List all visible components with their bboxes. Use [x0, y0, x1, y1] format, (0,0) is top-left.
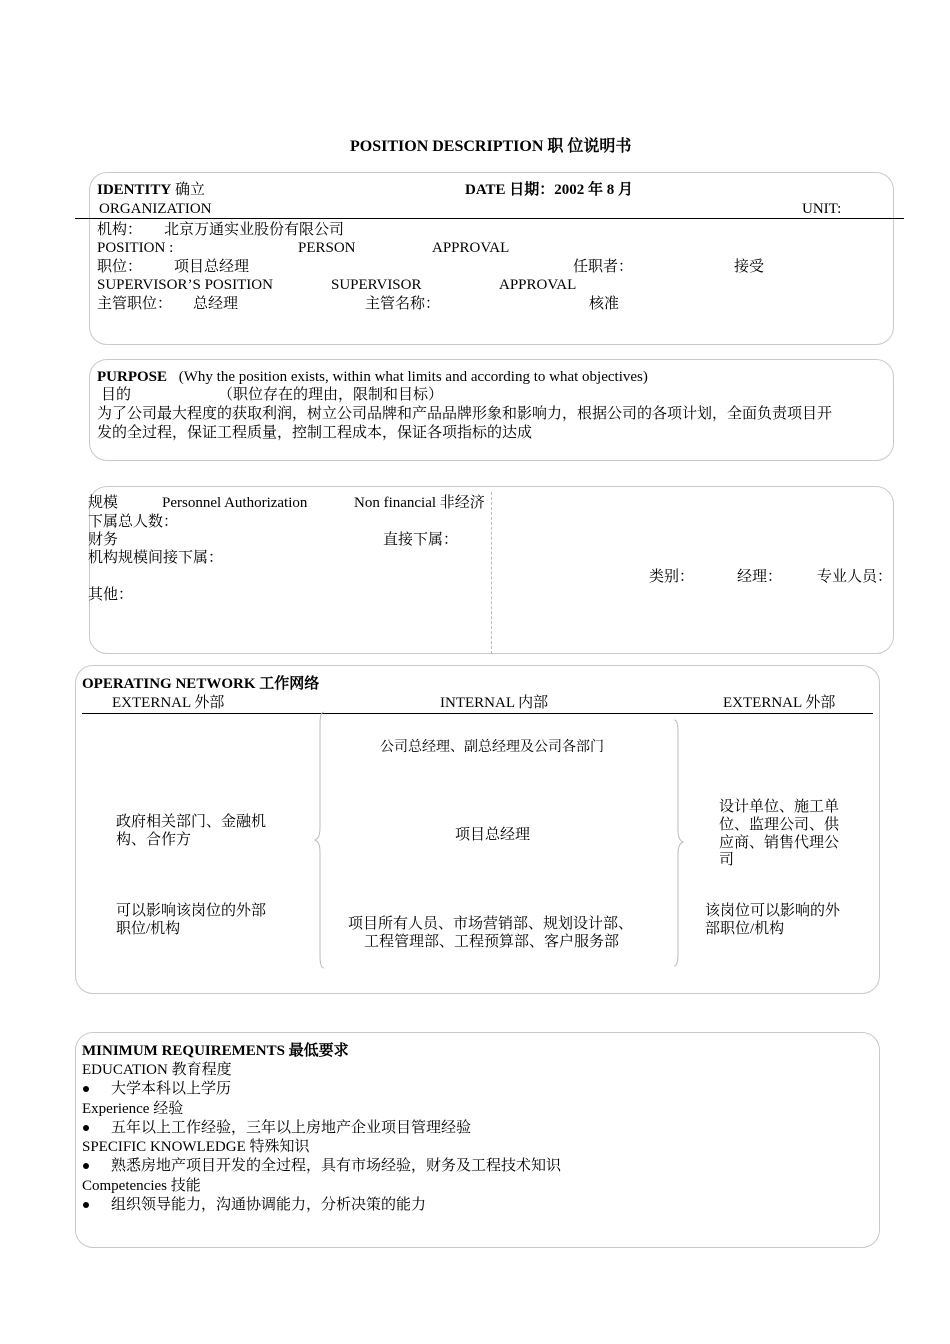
- manager-label: 经理：: [737, 569, 783, 585]
- other-label: 其他：: [88, 587, 134, 603]
- professional-label: 专业人员：: [817, 569, 893, 585]
- network-heading: OPERATING NETWORK 工作网络: [82, 676, 320, 692]
- competencies-label: Competencies 技能: [82, 1178, 201, 1194]
- supervisor-position-label: SUPERVISOR’S POSITION: [97, 277, 273, 293]
- scale-label: 规模: [88, 495, 119, 511]
- right-brace: [670, 718, 686, 968]
- purpose-subtitle: (Why the position exists, within what limits and according to what objectives): [178, 369, 648, 385]
- internal-middle: 项目总经理: [455, 827, 531, 843]
- identity-heading-cn: 确立: [174, 182, 205, 198]
- supervisor-name-label: 主管名称：: [365, 296, 441, 312]
- right-entities-4: 司: [719, 852, 735, 868]
- experience-item: 五年以上工作经验，三年以上房地产企业项目管理经验: [111, 1120, 472, 1136]
- incumbent-label: 任职者：: [573, 259, 634, 275]
- indirect-subordinates-label: 机构规模间接下属：: [88, 550, 224, 566]
- supervisor-label: SUPERVISOR: [331, 277, 422, 293]
- accept-label: 接受: [734, 259, 765, 275]
- supervisor-position-value: 总经理: [193, 296, 239, 312]
- personnel-label: Personnel Authorization: [162, 495, 308, 511]
- external-right-label: EXTERNAL 外部: [723, 695, 836, 711]
- org-cn-label: 机构：: [97, 222, 143, 238]
- bullet-knowledge: [83, 1163, 89, 1169]
- category-label: 类别：: [649, 569, 695, 585]
- identity-heading: IDENTITY: [97, 182, 172, 198]
- right-entities-2: 位、监理公司、供: [719, 817, 840, 833]
- network-divider: [82, 713, 873, 714]
- education-item: 大学本科以上学历: [111, 1081, 232, 1097]
- scale-divider: [491, 492, 492, 654]
- purpose-heading: PURPOSE: [97, 369, 168, 385]
- identity-divider: [75, 218, 904, 219]
- right-entities-3: 应商、销售代理公: [719, 835, 840, 851]
- person-label: PERSON: [298, 240, 356, 256]
- right-influence-1: 该岗位可以影响的外: [705, 903, 841, 919]
- nonfinancial-label: Non financial 非经济: [354, 495, 485, 511]
- page-title: POSITION DESCRIPTION 职 位说明书: [350, 138, 632, 155]
- position-cn-label: 职位：: [97, 259, 143, 275]
- purpose-subtitle-cn: （职位存在的理由，限制和目标）: [218, 387, 444, 403]
- approval-label-2: APPROVAL: [499, 277, 577, 293]
- right-influence-2: 部职位/机构: [705, 921, 785, 937]
- org-name: 北京万通实业股份有限公司: [164, 222, 345, 238]
- left-entities-2: 构、合作方: [116, 832, 192, 848]
- left-brace: [312, 710, 328, 970]
- bullet-competencies: [83, 1202, 89, 1208]
- position-value: 项目总经理: [174, 259, 250, 275]
- bullet-experience: [83, 1125, 89, 1131]
- unit-label: UNIT:: [802, 201, 842, 217]
- bullet-education: [83, 1086, 89, 1092]
- left-influence-2: 职位/机构: [116, 921, 181, 937]
- finance-label: 财务: [88, 532, 119, 548]
- date-label: DATE 日期：2002 年 8 月: [465, 182, 634, 198]
- identity-heading-row: [97, 181, 205, 199]
- external-left-label: EXTERNAL 外部: [112, 695, 225, 711]
- purpose-heading-row: [97, 368, 648, 386]
- internal-bottom-2: 工程管理部、工程预算部、客户服务部: [364, 934, 620, 950]
- requirements-heading: MINIMUM REQUIREMENTS 最低要求: [82, 1043, 349, 1059]
- right-entities-clip: [718, 798, 858, 868]
- approve-label: 核准: [589, 296, 620, 312]
- internal-bottom-1: 项目所有人员、市场营销部、规划设计部、: [348, 916, 634, 932]
- approval-label: APPROVAL: [432, 240, 510, 256]
- knowledge-label: SPECIFIC KNOWLEDGE 特殊知识: [82, 1139, 310, 1155]
- organization-label: ORGANIZATION: [99, 201, 212, 217]
- knowledge-item: 熟悉房地产项目开发的全过程，具有市场经验，财务及工程技术知识: [111, 1158, 562, 1174]
- position-label: POSITION :: [97, 240, 174, 256]
- education-label: EDUCATION 教育程度: [82, 1062, 232, 1078]
- purpose-heading-cn: 目的: [101, 387, 132, 403]
- left-influence-1: 可以影响该岗位的外部: [116, 903, 267, 919]
- left-entities-1: 政府相关部门、金融机: [116, 814, 267, 830]
- purpose-line-2: 发的全过程，保证工程质量，控制工程成本，保证各项指标的达成: [97, 425, 533, 441]
- direct-subordinates-label: 直接下属：: [383, 532, 459, 548]
- internal-label: INTERNAL 内部: [440, 695, 549, 711]
- total-subordinates-label: 下属总人数：: [88, 514, 179, 530]
- competencies-item: 组织领导能力，沟通协调能力，分析决策的能力: [111, 1197, 427, 1213]
- experience-label: Experience 经验: [82, 1101, 184, 1117]
- purpose-line-1: 为了公司最大程度的获取利润，树立公司品牌和产品品牌形象和影响力，根据公司的各项计划，全面负责项目开: [97, 406, 833, 422]
- supervisor-position-cn-label: 主管职位：: [97, 296, 173, 312]
- internal-top: 公司总经理、副总经理及公司各部门: [380, 740, 604, 755]
- right-entities-1: 设计单位、施工单: [719, 799, 840, 815]
